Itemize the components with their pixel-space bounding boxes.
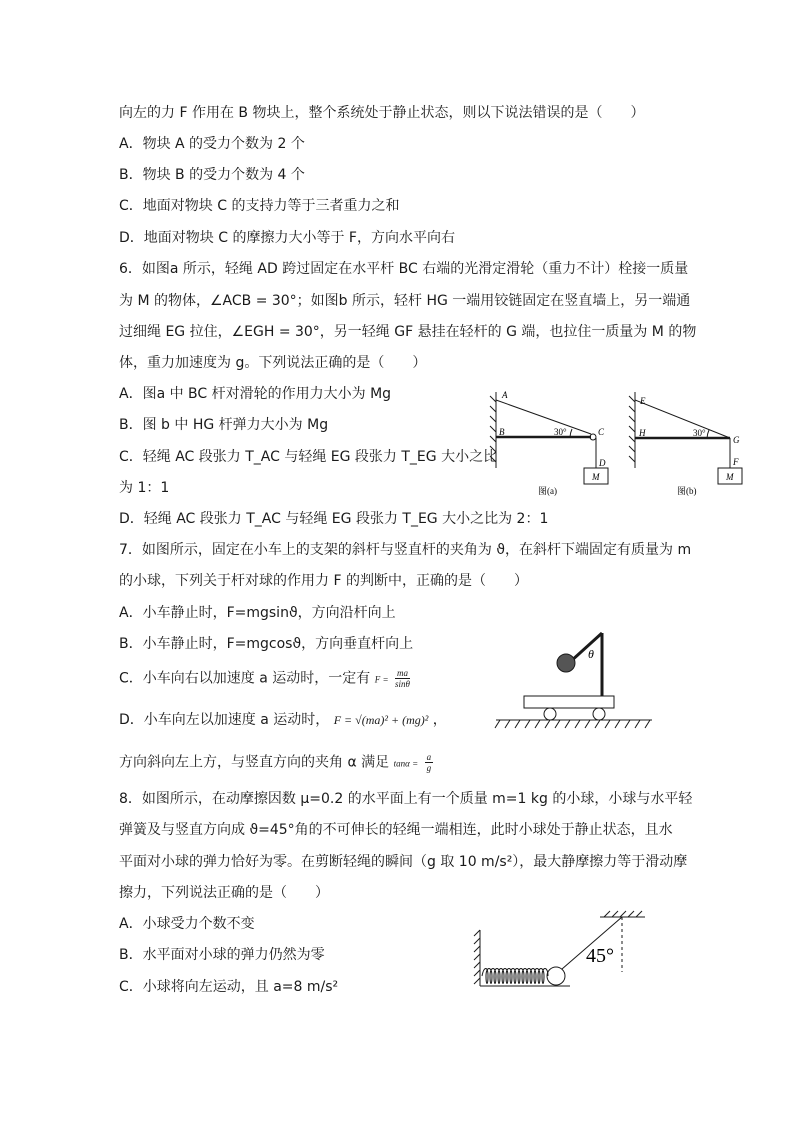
q7-option-d-line2-text: 方向斜向左上方，与竖直方向的夹角 α 满足 [119,754,390,771]
q6a-label-b: B [499,427,505,437]
q8-stem-line-1: 8．如图所示，在动摩擦因数 μ=0.2 的水平面上有一个质量 m=1 kg 的小球，小球与水平轻 [119,791,693,807]
q8-option-a: A．小球受力个数不变 [119,916,255,932]
q7-d-tan-numerator: a [426,752,432,762]
q5-option-b: B．物块 B 的受力个数为 4 个 [119,167,305,183]
q6-option-c: C．轻绳 AC 段张力 T_AC 与轻绳 EG 段张力 T_EG 大小之比 [119,449,498,465]
q7-stem-line-1: 7．如图所示，固定在小车上的支架的斜杆与竖直杆的夹角为 ϑ，在斜杆下端固定有质量为 m [119,542,692,558]
q6-stem-line-4: 体，重力加速度为 g。下列说法正确的是（ ） [119,355,427,371]
q7-d-tan-fraction [425,752,434,773]
q6a-label-d: D [599,458,606,468]
q5-option-d: D．地面对物块 C 的摩擦力大小等于 F，方向水平向右 [119,230,455,246]
q6b-label-h: H [639,428,646,438]
q7-c-numerator: ma [397,668,408,678]
q5-stem: 向左的力 F 作用在 B 物块上，整个系统处于静止状态，则以下说法错误的是（ ） [119,105,645,121]
q6b-label-g: G [733,435,740,445]
q5-option-c: C．地面对物块 C 的支持力等于三者重力之和 [119,198,400,214]
q6a-label-m: M [592,472,600,482]
q7-option-c-text: C．小车向右以加速度 a 运动时，一定有 [119,670,371,687]
q7-d-tan-lhs: tanα = [393,758,419,769]
q7-option-d-text: D．小车向左以加速度 a 运动时， [119,712,330,728]
q7-d-tan-denominator: g [426,763,432,773]
q6-option-b: B．图 b 中 HG 杆弹力大小为 Mg [119,417,329,433]
q8-figure-spring [470,910,655,992]
q6-option-a: A．图a 中 BC 杆对滑轮的作用力大小为 Mg [119,386,392,402]
q6b-angle: 30° [693,428,706,438]
q8-stem-line-4: 擦力，下列说法正确的是（ ） [119,885,329,901]
q6b-label-e: E [640,396,646,406]
q6a-label-a: A [502,390,508,400]
q7-option-d-formula: F = √(ma)² + (mg)² [333,713,429,727]
q7-option-d-suffix: ， [432,712,447,728]
q6-stem-line-2: 为 M 的物体，∠ACB = 30°；如图b 所示，轻杆 HG 一端用铰链固定在竖直墙上，另一端通 [119,293,691,309]
q6a-caption: 图(a) [538,486,557,496]
q6-stem-line-3: 过细绳 EG 拉住，∠EGH = 30°，另一轻绳 GF 悬挂在轻杆的 G 端，也拉住一质量为 M 的物 [119,324,697,340]
q7-option-c-formula-lhs: F = [374,674,389,685]
q7-figure-cart [494,628,654,738]
q6b-label-m: M [726,472,734,482]
q6a-angle: 30° [554,427,567,437]
q6-stem-line-1: 6．如图a 所示，轻绳 AD 跨过固定在水平杆 BC 右端的光滑定滑轮（重力不计）栓接一质量 [119,261,689,277]
q6-option-c-cont: 为 1：1 [119,480,170,496]
q7-ball [557,654,575,672]
q7-angle-label: θ [588,647,594,661]
q7-option-b: B．小车静止时，F=mgcosϑ，方向垂直杆向上 [119,636,414,652]
q7-option-a: A．小车静止时，F=mgsinϑ，方向沿杆向上 [119,605,396,621]
q7-option-d-line-2 [119,752,435,774]
q7-option-d [119,710,447,730]
q8-stem-line-3: 平面对小球的弹力恰好为零。在剪断轻绳的瞬间（g 取 10 m/s²），最大静摩擦力等于滑动摩 [119,854,688,870]
q6-figure-a [488,388,618,500]
q7-option-c [119,668,412,690]
q6a-label-c: C [598,427,605,437]
q7-c-denominator: sinθ [395,679,410,689]
q6b-caption: 图(b) [677,486,697,496]
q8-angle-label: 45° [586,945,614,967]
q8-option-c: C．小球将向左运动，且 a=8 m/s² [119,979,339,995]
q6-figure-b [627,388,757,500]
q8-stem-line-2: 弹簧及与竖直方向成 ϑ=45°角的不可伸长的轻绳一端相连，此时小球处于静止状态，且水 [119,822,673,838]
q7-stem-line-2: 的小球，下列关于杆对球的作用力 F 的判断中，正确的是（ ） [119,573,528,589]
q7-option-c-fraction [395,668,410,689]
q6b-label-f: F [733,457,739,467]
q6-option-d: D．轻绳 AC 段张力 T_AC 与轻绳 EG 段张力 T_EG 大小之比为 2：1 [119,511,549,527]
q8-option-b: B．水平面对小球的弹力仍然为零 [119,947,325,963]
q5-option-a: A．物块 A 的受力个数为 2 个 [119,136,305,152]
